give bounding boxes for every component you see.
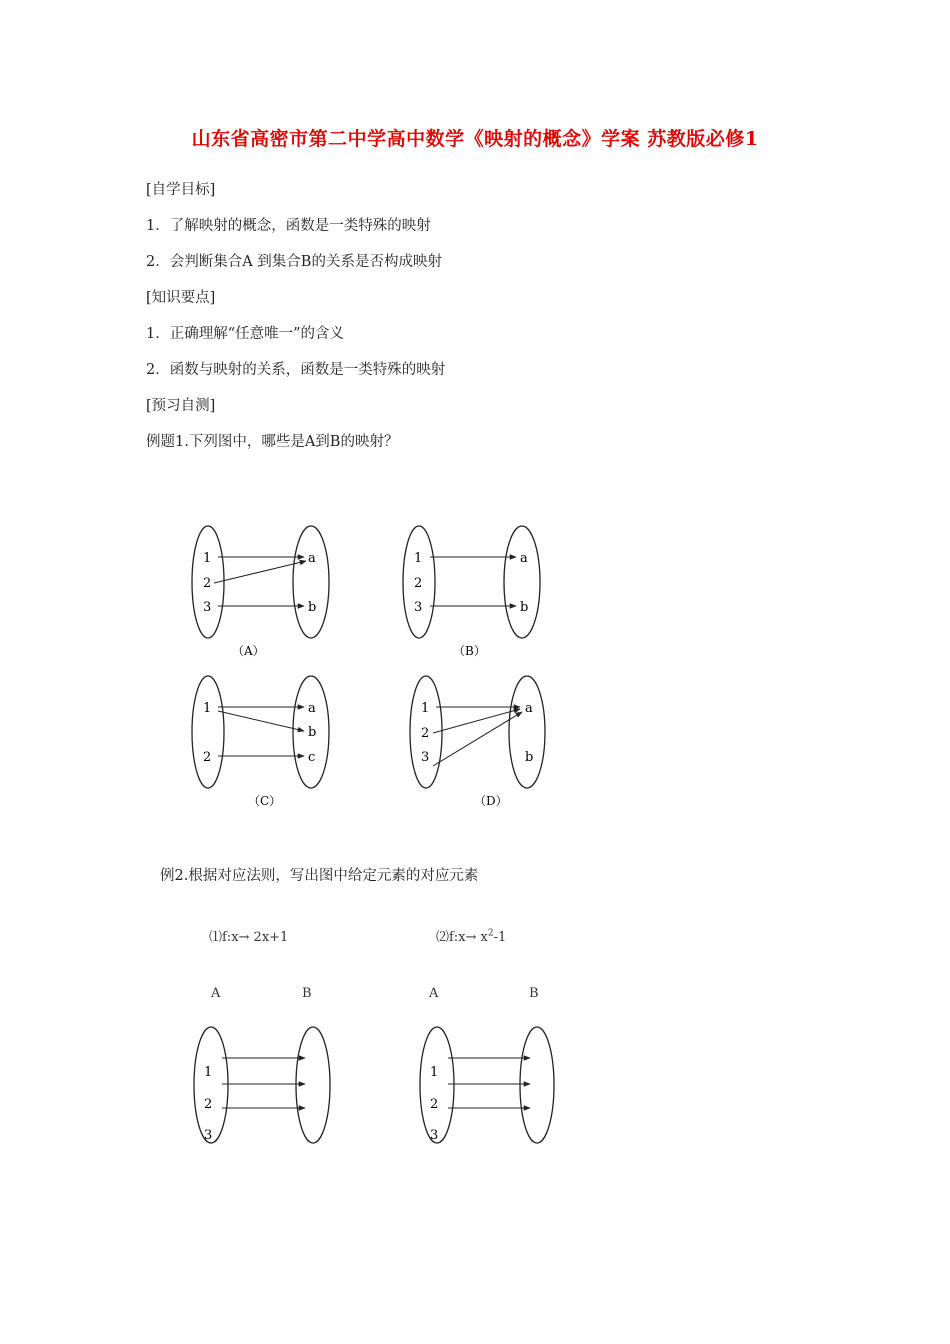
element-3: 3 [203,600,212,615]
element-a: a [308,551,316,566]
example2-question: 例2.根据对应法则，写出图中给定元素的对应元素 [160,868,479,884]
diagram-label: （A） [232,644,265,658]
diagram-label: （B） [453,644,486,658]
example1-question: 例题1.下列图中，哪些是A到B的映射？ [146,434,399,450]
set-a-ellipse [194,1027,228,1143]
keypoint-item-2: 2．函数与映射的关系，函数是一类特殊的映射 [146,362,446,378]
set-a-label: A [211,986,221,1001]
element-2: 2 [430,1097,439,1112]
element-1: 1 [414,551,423,566]
set-b-ellipse [509,676,545,788]
goal-item-2: 2．会判断集合A 到集合B的关系是否构成映射 [146,254,442,270]
example2-diagram-2 [420,1027,554,1143]
set-a-ellipse [192,676,224,788]
element-3: 3 [430,1128,439,1143]
diagram-d [410,676,545,808]
page-title: 山东省高密市第二中学高中数学《映射的概念》学案 苏教版必修1 [191,128,759,150]
element-b: b [525,750,534,765]
element-b: b [520,600,529,615]
set-a-ellipse [420,1027,454,1143]
arrow [218,711,304,731]
example2-diagram-1 [194,1027,330,1143]
set-b-label: B [529,986,539,1001]
arrow [214,561,306,583]
element-1: 1 [203,701,212,716]
diagram-label: （C） [248,794,282,808]
element-3: 3 [414,600,423,615]
element-a: a [520,551,528,566]
set-b-ellipse [296,1027,330,1143]
diagram-b [403,526,540,658]
goal-item-1: 1．了解映射的概念，函数是一类特殊的映射 [146,218,431,234]
element-2: 2 [203,576,212,591]
element-1: 1 [421,701,430,716]
element-1: 1 [430,1065,439,1080]
diagram-a [192,526,329,658]
rule-2-base: ⑵f:x→ x [436,930,488,945]
rule-1: ⑴f:x→ 2x+1 [209,930,289,945]
element-b: b [308,725,317,740]
element-3: 3 [421,750,430,765]
element-a: a [308,701,316,716]
set-b-ellipse [504,526,540,638]
set-b-ellipse [520,1027,554,1143]
element-2: 2 [204,1097,213,1112]
element-2: 2 [414,576,423,591]
section-heading-preview: [预习自测] [146,398,216,414]
element-2: 2 [421,726,430,741]
set-a-label: A [429,986,439,1001]
element-1: 1 [203,551,212,566]
element-a: a [525,701,533,716]
diagram-label: （D） [474,794,508,808]
rule-2-sup: 2 [487,928,494,939]
element-c: c [308,750,316,765]
rule-2-tail: -1 [493,930,507,945]
element-2: 2 [203,750,212,765]
set-b-ellipse [293,526,329,638]
rule-2 [436,926,506,945]
keypoint-item-1: 1．正确理解“任意唯一”的含义 [146,326,345,342]
set-b-label: B [302,986,312,1001]
element-1: 1 [204,1065,213,1080]
diagram-c [192,676,329,808]
section-heading-goals: [自学目标] [146,182,216,198]
element-b: b [308,600,317,615]
section-heading-keypoints: [知识要点] [146,290,216,306]
element-3: 3 [204,1128,213,1143]
